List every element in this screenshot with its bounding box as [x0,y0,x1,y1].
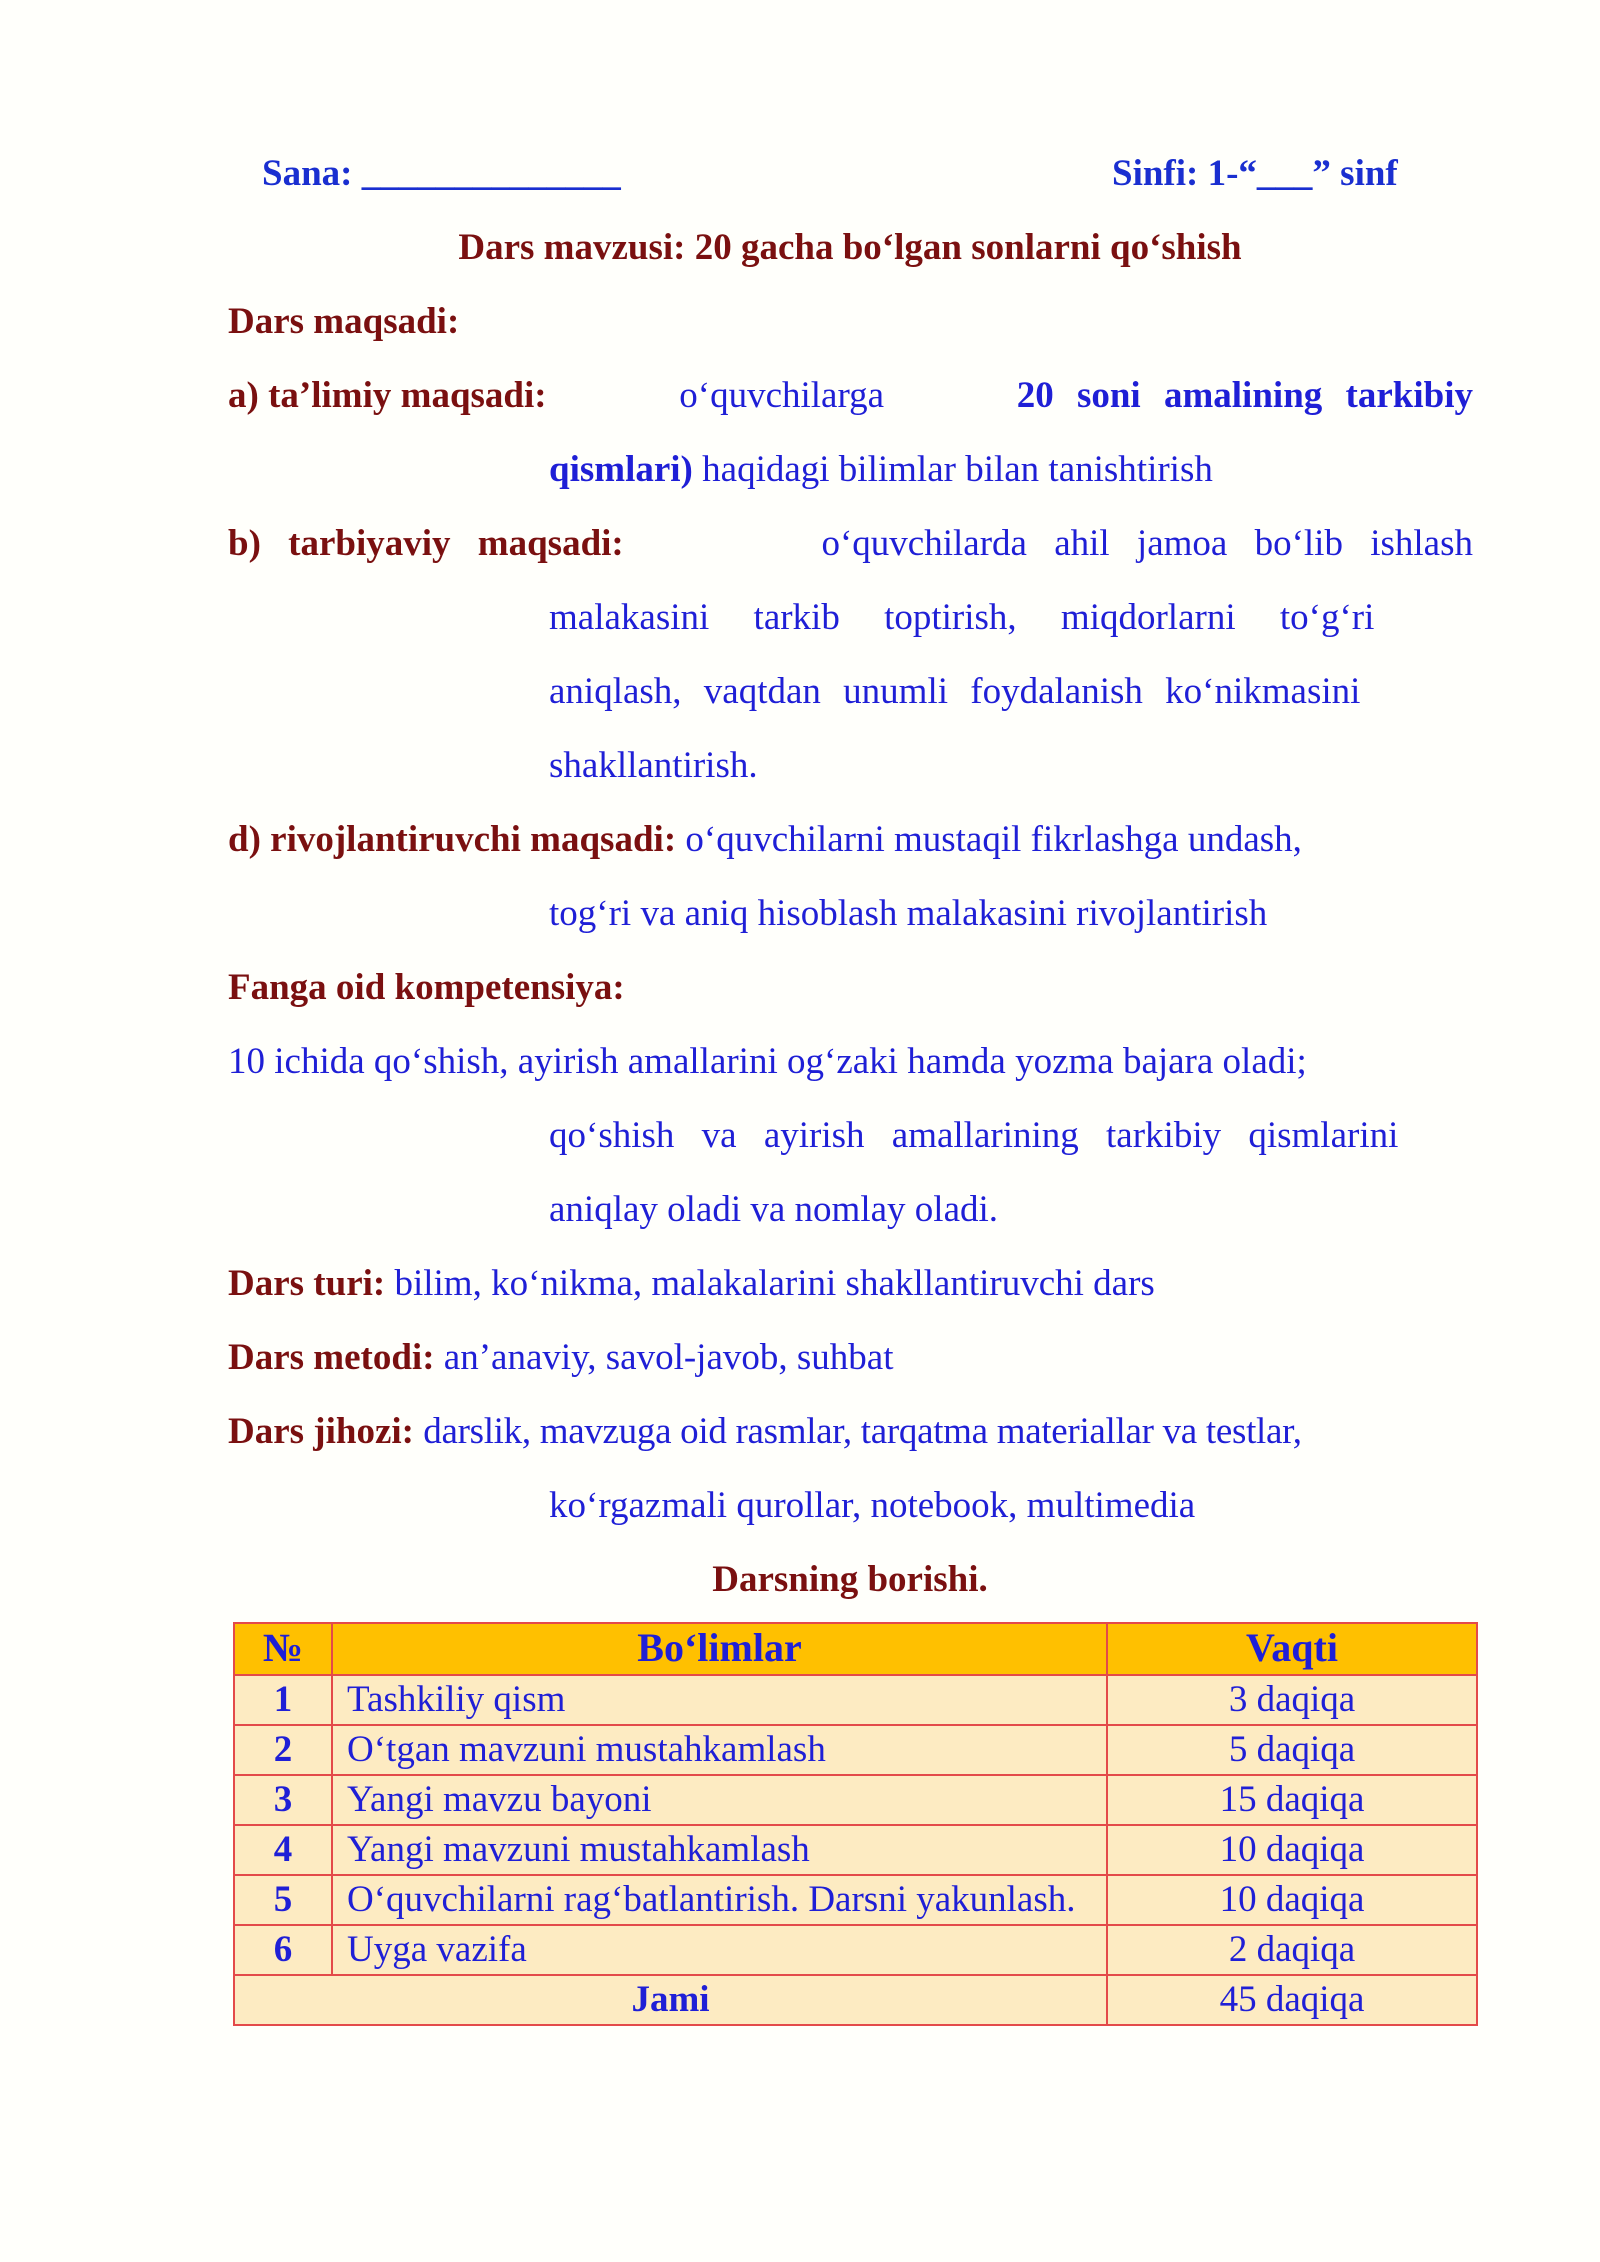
goal-a-text-rest: haqidagi bilimlar bilan tanishtirish [702,449,1213,490]
goal-b-text-1: o‘quvchilarda ahil jamoa bo‘lib ishlash [821,523,1473,564]
row-section: Yangi mavzuni mustahkamlash [332,1825,1107,1875]
date-label: Sana: ______________ [262,153,621,194]
lesson-equipment-label: Dars jihozi: [228,1411,414,1452]
row-number: 1 [234,1675,332,1725]
class-label: Sinfi: 1-“___” sinf [1112,153,1398,194]
row-number: 2 [234,1725,332,1775]
goal-b-text-4: shakllantirish. [549,745,758,786]
goal-a-text-plain: o‘quvchilarga [679,375,885,416]
row-time: 5 daqiqa [1107,1725,1477,1775]
goal-b-text-2: malakasini tarkib toptirish, miqdorlarni to‘g‘ri [549,597,1375,638]
goal-d-line1 [228,818,1600,861]
row-number: 5 [234,1875,332,1925]
goal-a-line1 [228,374,1473,417]
row-time: 3 daqiqa [1107,1675,1477,1725]
table-row [234,1825,1477,1875]
row-time: 2 daqiqa [1107,1925,1477,1975]
row-section: Uyga vazifa [332,1925,1107,1975]
row-section: Tashkiliy qism [332,1675,1107,1725]
row-section: Yangi mavzu bayoni [332,1775,1107,1825]
table-row [234,1725,1477,1775]
goal-a-text-bold2: qismlari) [549,449,693,490]
header-time: Vaqti [1107,1623,1477,1675]
row-time: 15 daqiqa [1107,1775,1477,1825]
lesson-type-label: Dars turi: [228,1263,386,1304]
goal-d-text-2: tog‘ri va aniq hisoblash malakasini rivojlantirish [549,893,1268,934]
row-section: O‘tgan mavzuni mustahkamlash [332,1725,1107,1775]
competence-line3: aniqlay oladi va nomlay oladi. [549,1189,999,1230]
lesson-equipment [228,1410,1600,1453]
row-time: 10 daqiqa [1107,1825,1477,1875]
row-section: O‘quvchilarni rag‘batlantirish. Darsni yakunlash. [332,1875,1107,1925]
goal-b-line1 [228,522,1473,565]
table-row [234,1775,1477,1825]
goals-heading: Dars maqsadi: [228,301,460,342]
lesson-topic: Dars mavzusi: 20 gacha bo‘lgan sonlarni qo‘shish [458,227,1242,268]
lesson-type-text: bilim, ko‘nikma, malakalarini shakllantiruvchi dars [394,1263,1155,1304]
competence-line1: 10 ichida qo‘shish, ayirish amallarini og‘zaki hamda yozma bajara oladi; [228,1041,1307,1082]
row-time: 10 daqiqa [1107,1875,1477,1925]
header-sections: Bo‘limlar [332,1623,1107,1675]
goal-d-text-1: o‘quvchilarni mustaqil fikrlashga undash, [685,819,1302,860]
lesson-method [228,1336,1600,1379]
table-total-row [234,1975,1477,2025]
table-row [234,1675,1477,1725]
competence-line2: qo‘shish va ayirish amallarining tarkibiy qismlarini [549,1115,1399,1156]
goal-a-label: a) ta’limiy maqsadi: [228,375,547,416]
header-number: № [234,1623,332,1675]
goal-d-label: d) rivojlantiruvchi maqsadi: [228,819,677,860]
lesson-method-label: Dars metodi: [228,1337,435,1378]
goal-a-text-bold: 20 soni amalining tarkibiy [1016,375,1473,416]
lesson-equipment-text2: ko‘rgazmali qurollar, notebook, multimedia [549,1485,1196,1526]
row-number: 3 [234,1775,332,1825]
table-row [234,1925,1477,1975]
row-number: 4 [234,1825,332,1875]
total-time: 45 daqiqa [1107,1975,1477,2025]
table-row [234,1875,1477,1925]
competence-heading: Fanga oid kompetensiya: [228,967,625,1008]
goal-a-line2 [549,448,1600,491]
lesson-plan-table [233,1622,1478,2026]
lesson-type [228,1262,1600,1305]
goal-b-label: b) tarbiyaviy maqsadi: [228,523,624,564]
lesson-method-text: an’anaviy, savol-javob, suhbat [443,1337,894,1378]
table-header-row [234,1623,1477,1675]
total-label: Jami [234,1975,1107,2025]
progress-title: Darsning borishi. [712,1559,988,1600]
lesson-equipment-text1: darslik, mavzuga oid rasmlar, tarqatma materiallar va testlar, [423,1411,1302,1452]
goal-b-text-3: aniqlash, vaqtdan unumli foydalanish ko‘nikmasini [549,671,1361,712]
row-number: 6 [234,1925,332,1975]
